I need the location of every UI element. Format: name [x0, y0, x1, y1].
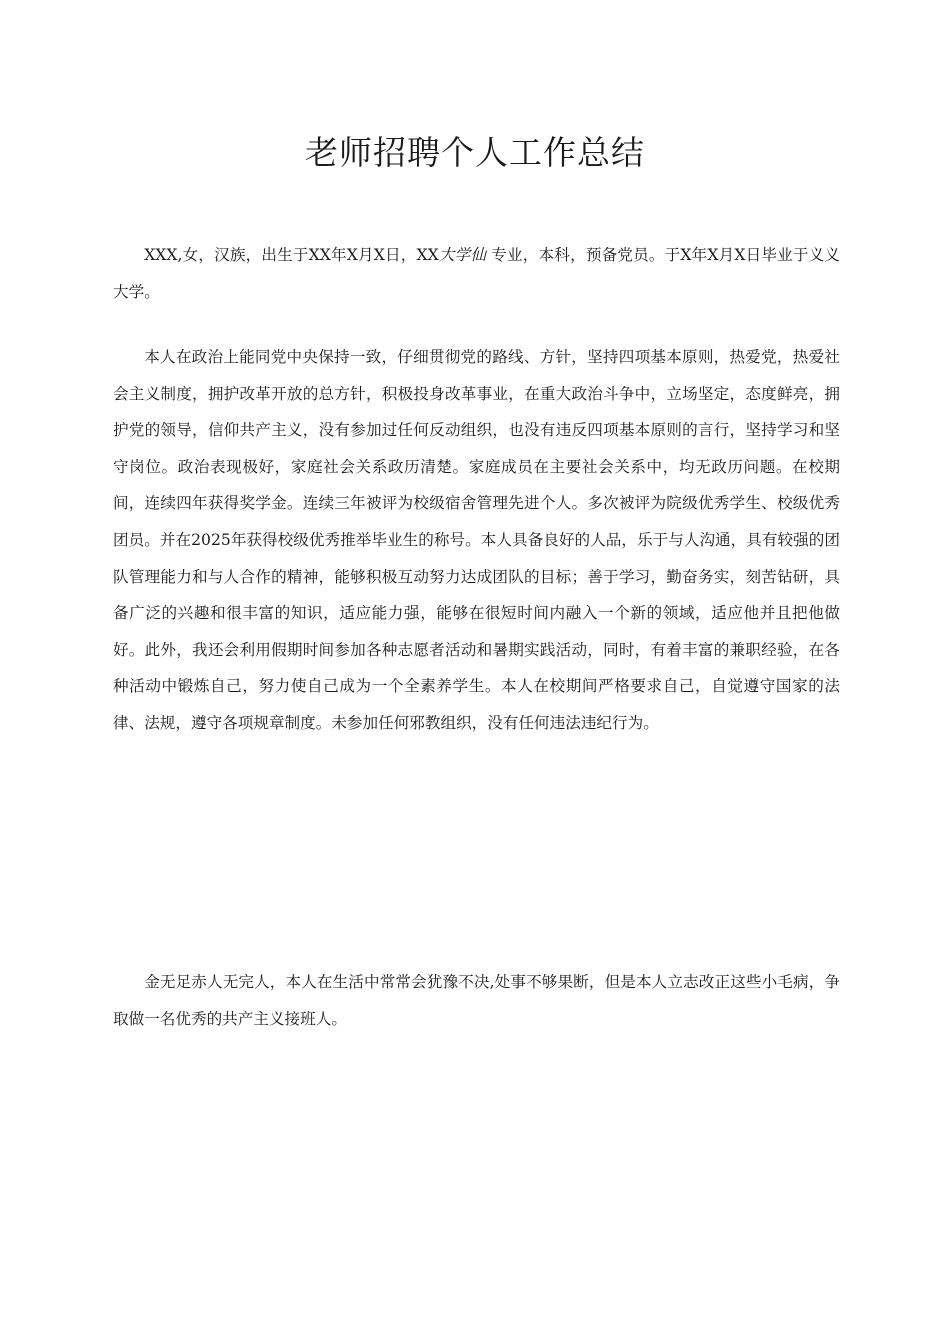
personal-info-text-end: 专业，本科，预备党员。于X年X月X日毕业于义义大学。 — [113, 246, 840, 301]
paragraph-self-reflection: 金无足赤人无完人，本人在生活中常常会犹豫不决,处事不够果断，但是本人立志改正这些小毛病，争取做一名优秀的共产主义接班人。 — [113, 973, 840, 1028]
personal-info-text-start: XXX,女，汉族，出生于XX年X月X日，XX — [144, 246, 439, 264]
document-title: 老师招聘个人工作总结 — [305, 133, 645, 172]
personal-info-text-italic: 大学仙 — [438, 246, 487, 264]
paragraph-political-performance: 本人在政治上能同党中央保持一致，仔细贯彻党的路线、方针，坚持四项基本原则，热爱党，热爱社会主义制度，拥护改革开放的总方针，积极投身改革事业，在重大政治斗争中，立场坚定，态度鲜亮，拥护党的领导，信仰共产主义，没有参加过任何反动组织，也没有违反四项基本原则的言行，坚持学习和坚守岗位。政治表现极好，家庭社会关系政历清楚。家庭成员在主要社会关系中，均无政历问题。在校期间，连续四年获得奖学金。连续三年被评为校级宿舍管理先进个人。多次被评为院级优秀学生、校级优秀团员。并在2025年获得校级优秀推举毕业生的称号。本人具备良好的人品，乐于与人沟通，具有较强的团队管理能力和与人合作的精神，能够积极互动努力达成团队的目标；善于学习，勤奋务实，刻苦钻研，具备广泛的兴趣和很丰富的知识，适应能力强，能够在很短时间内融入一个新的领域，适应他并且把他做好。此外，我还会利用假期时间参加各种志愿者活动和暑期实践活动，同时，有着丰富的兼职经验，在各种活动中锻炼自己，努力使自己成为一个全素养学生。本人在校期间严格要求自己，自觉遵守国家的法律、法规，遵守各项规章制度。未参加任何邪教组织，没有任何违法违纪行为。 — [113, 348, 840, 732]
paragraph-personal-info — [113, 237, 840, 310]
